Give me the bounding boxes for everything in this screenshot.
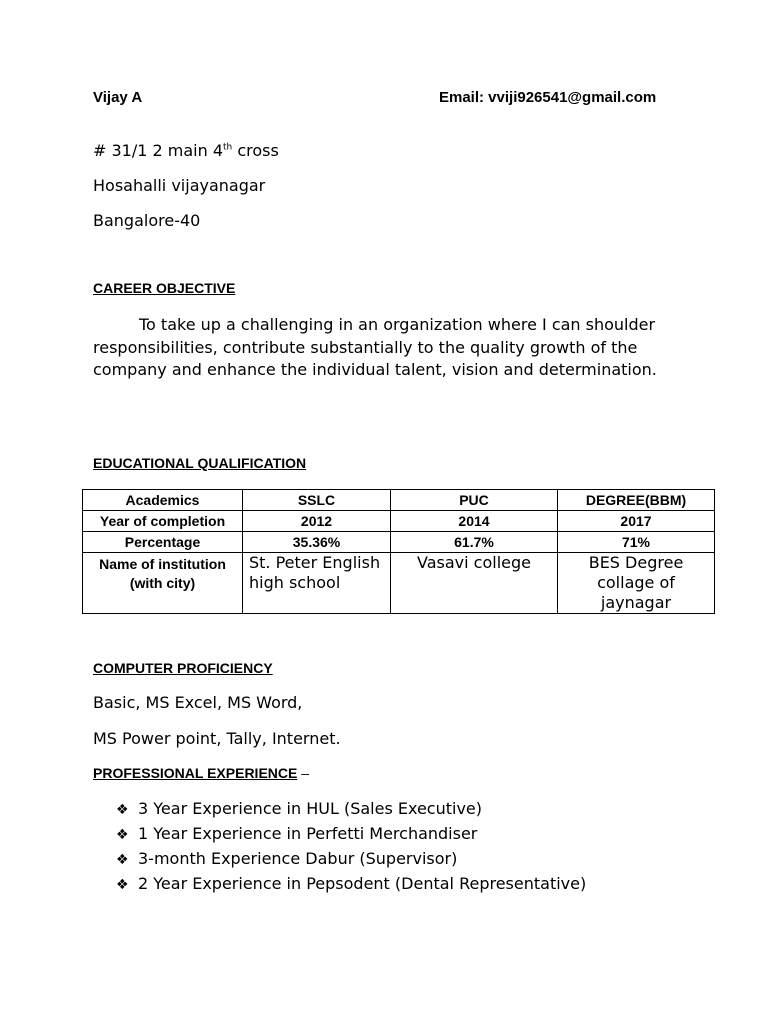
experience-heading-dash: – xyxy=(297,765,310,781)
address-line-2: Hosahalli vijayanagar xyxy=(93,176,266,195)
career-objective-paragraph xyxy=(93,314,693,382)
email-address: Email: vviji926541@gmail.com xyxy=(439,89,657,106)
table-header-row xyxy=(83,490,715,511)
table-cell: Vasavi college xyxy=(391,553,558,614)
experience-heading: PROFESSIONAL EXPERIENCE xyxy=(93,765,298,781)
diamond-bullet-icon: ❖ xyxy=(116,827,129,843)
education-table xyxy=(82,489,715,614)
list-item xyxy=(116,822,586,847)
experience-item-text: 2 Year Experience in Pepsodent (Dental Representative) xyxy=(138,874,587,893)
table-cell: Percentage xyxy=(83,532,243,553)
table-cell: SSLC xyxy=(243,490,391,511)
table-cell: Year of completion xyxy=(83,511,243,532)
table-cell: Name of institution (with city) xyxy=(83,553,243,614)
computer-skills-line-2: MS Power point, Tally, Internet. xyxy=(93,729,341,748)
address-line-1-prefix: # 31/1 2 main 4 xyxy=(93,141,224,160)
table-cell: Academics xyxy=(83,490,243,511)
diamond-bullet-icon: ❖ xyxy=(116,802,129,818)
experience-item-text: 1 Year Experience in Perfetti Merchandiser xyxy=(138,824,478,843)
experience-heading-line xyxy=(93,765,309,781)
career-objective-text: To take up a challenging in an organization where I can shoulder responsibilities, contribute substantially to the quality growth of the company and enhance the individual talent, vision and determination. xyxy=(93,315,657,379)
table-cell: 2017 xyxy=(558,511,715,532)
list-item xyxy=(116,872,586,897)
experience-item-text: 3-month Experience Dabur (Supervisor) xyxy=(138,849,458,868)
address-line-3: Bangalore-40 xyxy=(93,211,201,230)
education-heading: EDUCATIONAL QUALIFICATION xyxy=(93,455,307,471)
experience-list xyxy=(116,797,586,897)
address-line-1-suffix: cross xyxy=(232,141,279,160)
candidate-name: Vijay A xyxy=(93,89,143,106)
table-row xyxy=(83,553,715,614)
table-cell: PUC xyxy=(391,490,558,511)
table-row xyxy=(83,511,715,532)
table-cell: BES Degree collage of jaynagar xyxy=(558,553,715,614)
table-cell: St. Peter English high school xyxy=(243,553,391,614)
table-cell: 61.7% xyxy=(391,532,558,553)
table-cell: 2012 xyxy=(243,511,391,532)
address-line-1-superscript: th xyxy=(223,142,233,153)
table-cell: 35.36% xyxy=(243,532,391,553)
experience-item-text: 3 Year Experience in HUL (Sales Executive) xyxy=(138,799,483,818)
address-line-1 xyxy=(93,141,279,160)
diamond-bullet-icon: ❖ xyxy=(116,877,129,893)
computer-skills-line-1: Basic, MS Excel, MS Word, xyxy=(93,693,303,712)
computer-proficiency-heading: COMPUTER PROFICIENCY xyxy=(93,660,273,676)
table-cell: DEGREE(BBM) xyxy=(558,490,715,511)
list-item xyxy=(116,797,586,822)
list-item xyxy=(116,847,586,872)
diamond-bullet-icon: ❖ xyxy=(116,852,129,868)
table-row xyxy=(83,532,715,553)
table-cell: 71% xyxy=(558,532,715,553)
table-cell: 2014 xyxy=(391,511,558,532)
career-objective-heading: CAREER OBJECTIVE xyxy=(93,280,236,296)
